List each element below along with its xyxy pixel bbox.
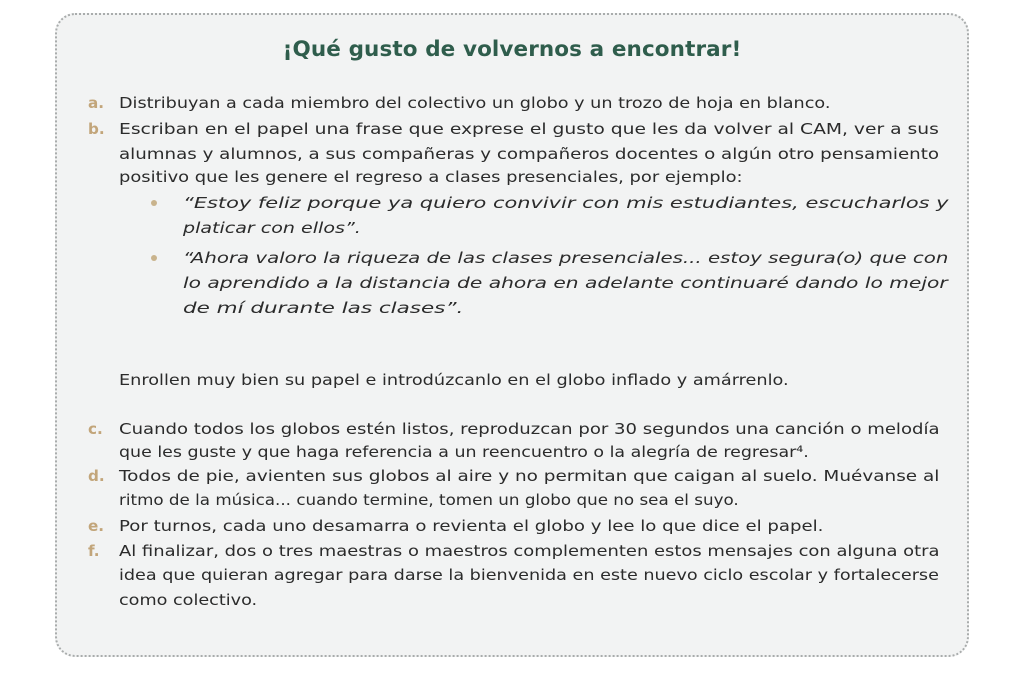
item-b-followup: Enrollen muy bien su papel e introdúzcanlo en el globo inflado y amárrenlo. bbox=[119, 371, 789, 389]
bullet-icon bbox=[151, 200, 157, 206]
example-1-line-1: “Estoy feliz porque ya quiero convivir con mis estudiantes, escucharlos y bbox=[183, 194, 949, 212]
item-f-line-1: Al finalizar, dos o tres maestras o maestros complementen estos mensajes con alguna otra bbox=[119, 542, 940, 560]
item-f-line-2: idea que quieran agregar para darse la bienvenida en este nuevo ciclo escolar y fortalecerse bbox=[119, 566, 939, 584]
item-marker-a: a. bbox=[88, 94, 105, 112]
item-c-line-1: Cuando todos los globos estén listos, reproduzcan por 30 segundos una canción o melodía bbox=[119, 420, 940, 438]
example-1-line-2: platicar con ellos”. bbox=[183, 219, 361, 237]
item-d-line-1: Todos de pie, avienten sus globos al aire y no permitan que caigan al suelo. Muévanse al bbox=[119, 467, 940, 485]
item-c-line-2: que les guste y que haga referencia a un reencuentro o la alegría de regresar⁴. bbox=[119, 443, 809, 461]
example-2-line-3: de mí durante las clases”. bbox=[183, 299, 464, 317]
item-marker-b: b. bbox=[88, 120, 105, 138]
bullet-icon bbox=[151, 255, 157, 261]
item-marker-e: e. bbox=[88, 517, 105, 535]
item-b-line-2: alumnas y alumnos, a sus compañeras y compañeros docentes o algún otro pensamiento bbox=[119, 145, 940, 163]
item-a-line-1: Distribuyan a cada miembro del colectivo un globo y un trozo de hoja en blanco. bbox=[119, 94, 831, 112]
item-d-line-2: ritmo de la música... cuando termine, tomen un globo que no sea el suyo. bbox=[119, 491, 739, 509]
item-f-line-3: como colectivo. bbox=[119, 591, 258, 609]
example-2-line-2: lo aprendido a la distancia de ahora en adelante continuaré dando lo mejor bbox=[183, 274, 948, 292]
item-b-line-1: Escriban en el papel una frase que exprese el gusto que les da volver al CAM, ver a sus bbox=[119, 120, 939, 138]
example-2-line-1: “Ahora valoro la riqueza de las clases presenciales... estoy segura(o) que con bbox=[183, 249, 949, 267]
item-e-line-1: Por turnos, cada uno desamarra o revienta el globo y lee lo que dice el papel. bbox=[119, 517, 824, 535]
item-b-line-3: positivo que les genere el regreso a clases presenciales, por ejemplo: bbox=[119, 168, 743, 186]
activity-title: ¡Qué gusto de volvernos a encontrar! bbox=[282, 37, 742, 62]
item-marker-d: d. bbox=[88, 467, 105, 485]
item-marker-c: c. bbox=[88, 420, 103, 438]
item-marker-f: f. bbox=[88, 542, 100, 560]
